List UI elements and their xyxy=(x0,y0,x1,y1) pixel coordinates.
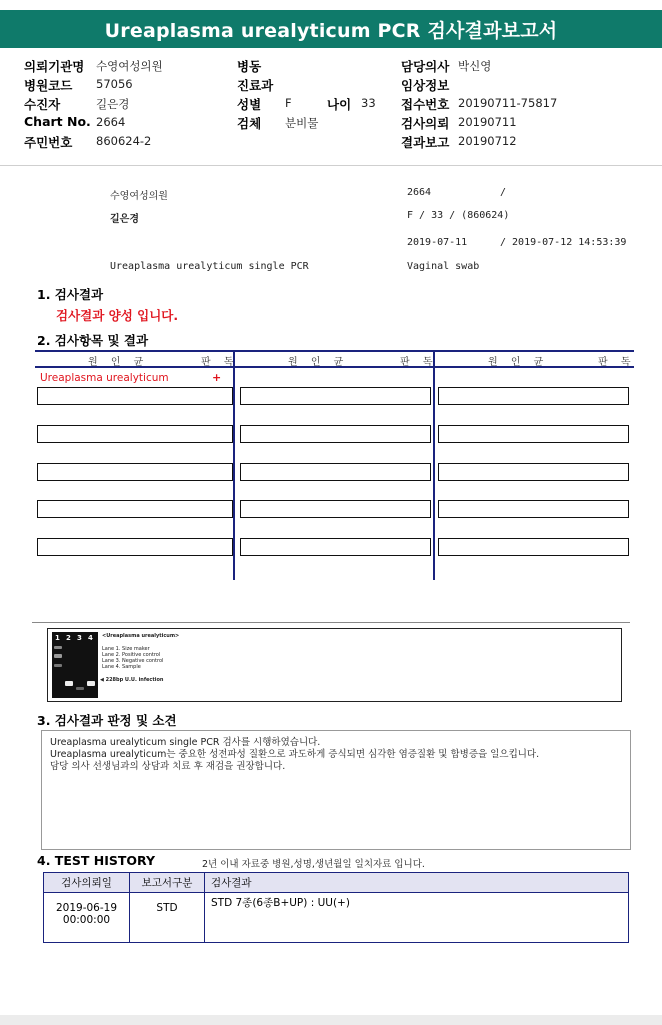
doctor-label: 담당의사 xyxy=(401,59,450,74)
sub-slash: / xyxy=(500,187,507,198)
section3-heading: 3. 검사결과 판정 및 소견 xyxy=(37,713,177,728)
gel-legend-item: Lane 2. Positive control xyxy=(102,652,161,658)
history-table xyxy=(43,872,629,943)
receipt-label: 접수번호 xyxy=(401,97,450,112)
result-judgement: + xyxy=(212,371,222,384)
history-header-row xyxy=(44,873,629,893)
report-value: 20190712 xyxy=(458,134,517,148)
result-cell xyxy=(37,500,233,518)
hospital-code-label: 병원코드 xyxy=(24,78,73,93)
result-cell xyxy=(240,538,431,556)
request-label: 검사의뢰 xyxy=(401,116,450,131)
history-note: 2년 이내 자료중 병원,성명,생년월일 일치자료 입니다. xyxy=(202,859,425,870)
opinion-line: Ureaplasma urealyticum는 중요한 성전파성 질환으로 과도하게 증식되면 심각한 염증질환 및 합병증을 일으킵니다. xyxy=(50,749,540,760)
report-header xyxy=(0,48,662,166)
opinion-box xyxy=(41,730,631,850)
history-col-result: 검사결과 xyxy=(205,873,629,893)
grid-header-judgement: 판 독 xyxy=(598,357,636,368)
section1-heading: 1. 검사결과 xyxy=(37,287,104,302)
sub-patient: 길은경 xyxy=(110,214,139,225)
history-result: STD 7종(6종B+UP) : UU(+) xyxy=(211,897,350,909)
ssn-label: 주민번호 xyxy=(24,135,73,150)
ssn-value: 860624-2 xyxy=(96,134,152,148)
gel-image-box xyxy=(47,628,622,702)
history-type-cell xyxy=(130,893,205,943)
report-title: Ureaplasma urealyticum PCR 검사결과보고서 xyxy=(104,20,558,42)
sub-date-request: 2019-07-11 xyxy=(407,237,468,248)
opinion-line: 담당 의사 선생님과의 상담과 치료 후 재검을 권장합니다. xyxy=(50,761,286,772)
specimen-value: 분비물 xyxy=(285,116,319,130)
table-row xyxy=(44,893,629,943)
sub-institution: 수영여성의원 xyxy=(110,191,168,202)
sex-value: F xyxy=(285,96,292,110)
opinion-line: Ureaplasma urealyticum single PCR 검사를 시행하였습니다. xyxy=(50,737,321,748)
gel-title: <Ureaplasma urealyticum> xyxy=(102,633,180,639)
institution-value: 수영여성의원 xyxy=(96,59,163,73)
chart-label: Chart No. xyxy=(24,114,91,129)
hospital-code-value: 57056 xyxy=(96,77,133,91)
section1-result: 검사결과 양성 입니다. xyxy=(56,308,179,323)
gel-band xyxy=(54,654,62,658)
history-col-date: 검사의뢰일 xyxy=(44,873,130,893)
institution-label: 의뢰기관명 xyxy=(24,59,85,74)
report-label: 결과보고 xyxy=(401,135,450,150)
ward-label: 병동 xyxy=(237,59,262,74)
section2-heading: 2. 검사항목 및 결과 xyxy=(37,333,149,348)
sub-date-report: / 2019-07-12 14:53:39 xyxy=(500,237,627,248)
lane-number: 2 xyxy=(66,634,71,642)
grid-column-divider xyxy=(433,350,435,580)
lane-number: 1 xyxy=(55,634,60,642)
sub-test-name: Ureaplasma urealyticum single PCR xyxy=(110,261,309,272)
chart-value: 2664 xyxy=(96,115,126,129)
history-result-cell xyxy=(205,893,629,943)
lane-number: 4 xyxy=(88,634,93,642)
patient-value: 길은경 xyxy=(96,97,130,111)
result-cell xyxy=(438,500,629,518)
receipt-value: 20190711-75817 xyxy=(458,96,558,110)
sub-sex-age: F / 33 / (860624) xyxy=(407,210,510,221)
age-label: 나이 xyxy=(327,97,352,112)
result-cell xyxy=(240,500,431,518)
doctor-value: 박신영 xyxy=(458,59,492,73)
result-cell xyxy=(438,387,629,405)
gel-band xyxy=(65,681,73,686)
grid-header-judgement: 판 독 xyxy=(400,357,438,368)
patient-label: 수진자 xyxy=(24,97,61,112)
age-value: 33 xyxy=(361,96,376,110)
grid-top-rule xyxy=(35,350,634,352)
history-type: STD xyxy=(156,902,178,914)
gel-band xyxy=(54,664,62,667)
result-cell xyxy=(37,463,233,481)
gel-band xyxy=(76,687,84,690)
history-col-type: 보고서구분 xyxy=(130,873,205,893)
grid-header-judgement: 판 독 xyxy=(201,357,239,368)
history-date-cell xyxy=(44,893,130,943)
history-time: 00:00:00 xyxy=(62,914,111,926)
gel-legend-item: Lane 1. Size maker xyxy=(102,646,150,652)
gel-legend-item: Lane 3. Negative control xyxy=(102,658,164,664)
specimen-label: 검체 xyxy=(237,116,262,131)
gel-electrophoresis-image xyxy=(52,632,98,698)
grid-header-pathogen: 원 인 균 xyxy=(488,357,549,368)
result-cell xyxy=(240,387,431,405)
grid-column-divider xyxy=(233,350,235,580)
report-title-bar xyxy=(0,10,662,48)
request-value: 20190711 xyxy=(458,115,517,129)
result-cell xyxy=(37,387,233,405)
gel-band xyxy=(54,646,62,649)
lane-number: 3 xyxy=(77,634,82,642)
result-cell xyxy=(37,425,233,443)
section-separator xyxy=(32,622,630,623)
grid-header-pathogen: 원 인 균 xyxy=(288,357,349,368)
dept-label: 진료과 xyxy=(237,78,274,93)
gel-band-label: ◀ 228bp U.U. infection xyxy=(100,677,164,683)
page-footer-bar xyxy=(0,1015,662,1025)
clinical-label: 임상정보 xyxy=(401,78,450,93)
result-cell xyxy=(438,538,629,556)
result-cell xyxy=(240,463,431,481)
result-cell xyxy=(438,425,629,443)
result-cell xyxy=(438,463,629,481)
result-pathogen: Ureaplasma urealyticum xyxy=(40,372,169,384)
sub-specimen: Vaginal swab xyxy=(407,261,480,272)
gel-legend-item: Lane 4. Sample xyxy=(102,664,141,670)
history-date: 2019-06-19 xyxy=(55,902,118,914)
sex-label: 성별 xyxy=(237,97,262,112)
grid-header-pathogen: 원 인 균 xyxy=(88,357,149,368)
result-cell xyxy=(240,425,431,443)
gel-band xyxy=(87,681,95,686)
sub-chart: 2664 xyxy=(407,187,432,198)
result-cell xyxy=(37,538,233,556)
section4-heading: 4. TEST HISTORY xyxy=(37,853,156,868)
